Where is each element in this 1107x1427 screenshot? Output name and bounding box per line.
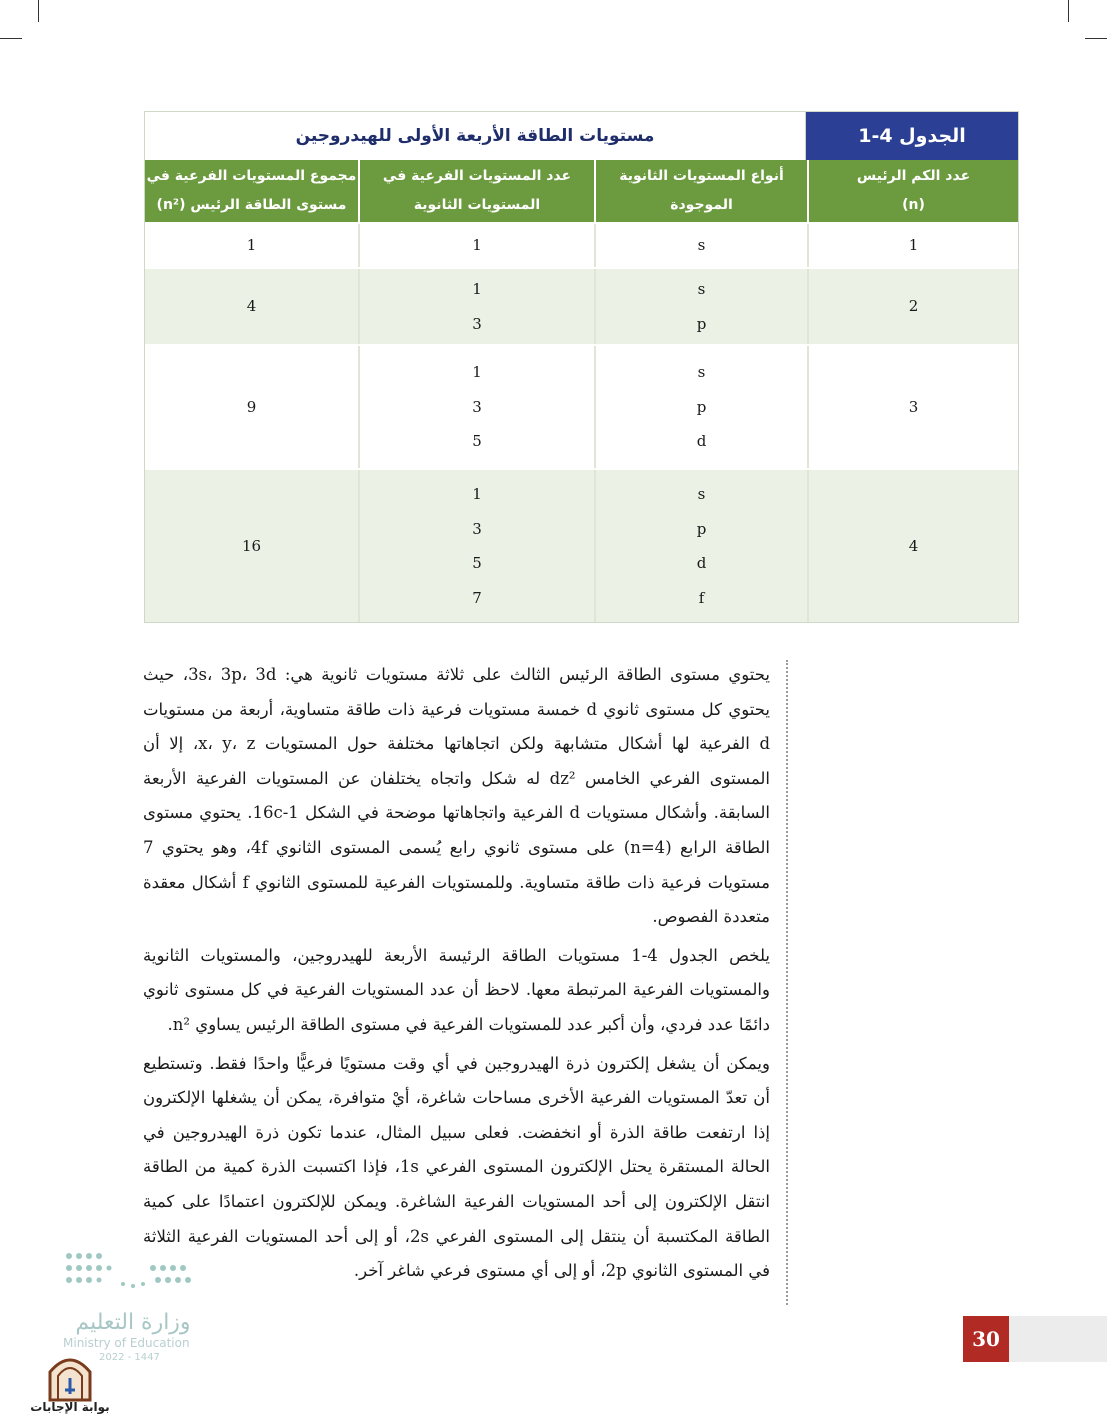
type-value: f [698, 588, 705, 607]
crop-mark [1085, 38, 1107, 39]
ministry-name-ar: وزارة التعليم [75, 1310, 191, 1335]
header-sublevel-types [594, 160, 807, 222]
header-text: الموجودة [670, 197, 733, 213]
page-number: 30 [963, 1316, 1009, 1362]
count-value: 3 [472, 314, 482, 333]
table-row [145, 344, 1018, 468]
table-row [145, 468, 1018, 622]
header-text: (n) [902, 197, 925, 213]
cell-total: 1 [246, 236, 257, 255]
cell-types [594, 269, 807, 344]
cell-n: 4 [807, 470, 1018, 622]
body-text [143, 658, 770, 1289]
watermark-text: بوابة الإجابات [30, 1400, 110, 1414]
count-value: 1 [472, 363, 482, 382]
watermark-logo [30, 1350, 110, 1427]
table-row [145, 222, 1018, 267]
type-value: p [696, 397, 707, 416]
header-text: عدد المستويات الفرعية في [382, 168, 572, 184]
type-value: s [697, 485, 706, 503]
header-principal-quantum-number [807, 160, 1018, 222]
count-value: 3 [472, 519, 482, 538]
cell-n: 3 [807, 346, 1018, 468]
table-label: الجدول 4-1 [806, 112, 1018, 160]
table-title-row [145, 112, 1018, 160]
count-value: 5 [472, 554, 482, 572]
cell-total: 16 [241, 536, 262, 555]
ministry-name-en: Ministry of Education [63, 1336, 190, 1350]
cell-counts [358, 346, 594, 468]
type-value: s [697, 363, 706, 382]
type-value: s [697, 280, 706, 298]
cell-n: 2 [807, 269, 1018, 344]
count-value: 1 [472, 236, 482, 255]
header-text: أنواع المستويات الثانوية [619, 168, 784, 184]
count-value: 7 [472, 588, 482, 607]
paragraph: يلخص الجدول 4-1 مستويات الطاقة الرئيسة الأربعة للهيدروجين، والمستويات الثانوية والمستويات الفرعية المرتبطة معها. لاحظ أن عدد المستويات الفرعية في كل مستوى ثانوي دائمًا عدد فردي، وأن أكبر عدد للمستويات الفرعية في مستوى الطاقة الرئيس يساوي n². [143, 945, 770, 1034]
cell-types [594, 346, 807, 468]
crop-mark [0, 38, 22, 39]
cell-n: 1 [807, 224, 1018, 267]
count-value: 1 [472, 280, 482, 298]
header-sublevel-count [358, 160, 594, 222]
header-text: مجموع المستويات الفرعية في [146, 168, 357, 184]
count-value: 1 [472, 485, 482, 503]
mosque-dome-icon [30, 1350, 110, 1402]
header-total-sublevels [145, 160, 358, 222]
header-text: مستوى الطاقة الرئيس (n²) [156, 197, 347, 213]
cell-counts [358, 470, 594, 622]
ministry-year: 2022 - 1447 [99, 1352, 160, 1363]
cell-types [594, 224, 807, 267]
type-value: p [696, 519, 707, 538]
page-number-bar [1009, 1316, 1107, 1362]
cell-total: 9 [246, 397, 257, 416]
table-row [145, 267, 1018, 344]
table-title: مستويات الطاقة الأربعة الأولى للهيدروجين [145, 112, 806, 160]
table-header-row [145, 160, 1018, 222]
header-text: عدد الكم الرئيس [856, 168, 971, 184]
cell-types [594, 470, 807, 622]
type-value: p [696, 314, 707, 333]
header-text: المستويات الثانوية [413, 197, 541, 213]
crop-mark [1068, 0, 1069, 22]
cell-counts [358, 224, 594, 267]
cell-counts [358, 269, 594, 344]
paragraph: ويمكن أن يشغل إلكترون ذرة الهيدروجين في أي وقت مستويًا فرعيًّا واحدًا فقط. وتستطيع أن تعدّ المستويات الفرعية الأخرى مساحات شاغرة، أيْ متوافرة، يمكن أن يشغلها الإلكترون إذا ارتفعت طاقة الذرة أو انخفضت. فعلى سبيل المثال، عندما تكون ذرة الهيدروجين في الحالة المستقرة يحتل الإلكترون المستوى الفرعي 1s، فإذا اكتسبت الذرة كمية من الطاقة انتقل الإلكترون إلى أحد المستويات الفرعية الشاغرة. ويمكن للإلكترون اعتمادًا على كمية الطاقة المكتسبة أن ينتقل إلى المستوى الفرعي 2s، أو إلى أحد المستويات الفرعية الثلاثة في المستوى الثانوي 2p، أو إلى أي مستوى فرعي شاغر آخر. [143, 1053, 771, 1281]
crop-mark [38, 0, 39, 22]
type-value: d [696, 554, 707, 572]
count-value: 5 [472, 432, 482, 451]
table-hydrogen-energy-levels [144, 111, 1019, 623]
cell-total: 4 [246, 297, 257, 316]
margin-dotted-line [786, 660, 788, 1305]
type-value: d [696, 432, 707, 451]
ministry-dots-icon [63, 1248, 203, 1298]
count-value: 3 [472, 397, 482, 416]
paragraph: يحتوي مستوى الطاقة الرئيس الثالث على ثلاثة مستويات ثانوية هي: 3s، 3p، 3d، حيث يحتوي كل مستوى ثانوي d خمسة مستويات فرعية ذات طاقة متساوية، أربعة من مستويات d الفرعية لها أشكال متشابهة ولكن اتجاهاتها مختلفة حول المستويات x، y، z، إلا أن المستوى الفرعي الخامس dz² له شكل واتجاه يختلفان عن المستويات الفرعية الأربعة السابقة. وأشكال مستويات d الفرعية واتجاهاتها موضحة في الشكل 16c-1. يحتوي مستوى الطاقة الرابع (n=4) على مستوى ثانوي رابع يُسمى المستوى الثانوي 4f، وهو يحتوي 7 مستويات فرعية ذات طاقة متساوية. وللمستويات الفرعية للمستوى الثانوي f أشكال معقدة متعددة الفصوص. [143, 665, 771, 927]
type-value: s [697, 236, 706, 255]
